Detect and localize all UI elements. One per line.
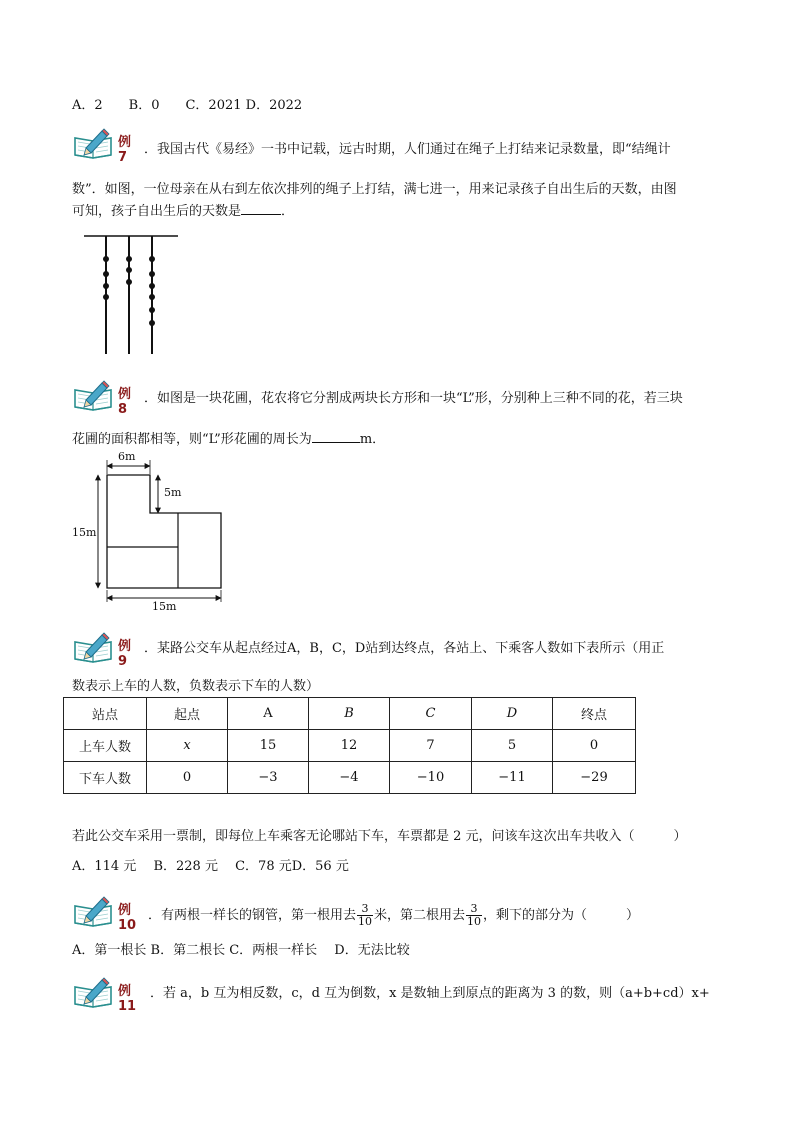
example-10-badge (72, 896, 137, 933)
table-cell: 15 (228, 730, 309, 762)
q7-line-3 (72, 202, 294, 221)
q6-options: A．2 B．0 C．2021 D．2022 (72, 98, 303, 113)
book-pencil-icon (72, 128, 116, 160)
example-7-badge (72, 128, 132, 165)
table-cell: 7 (390, 730, 472, 762)
example-label: 例10 (118, 903, 137, 933)
table-cell: −4 (309, 762, 390, 794)
table-cell: 0 (147, 762, 228, 794)
book-pencil-icon (72, 896, 116, 928)
table-row (64, 762, 636, 794)
table-cell: D (472, 698, 553, 730)
table-cell: −10 (390, 762, 472, 794)
bus-passenger-table (63, 697, 636, 794)
example-9-badge (72, 632, 132, 669)
table-cell: −29 (553, 762, 636, 794)
knotted-ropes-figure (80, 232, 184, 358)
q8-line-2 (72, 430, 385, 449)
q10-text-a: ．有两根一样长的钢管，第一根用去 (148, 908, 357, 923)
table-cell: 下车人数 (64, 762, 147, 794)
fraction-denominator: 10 (467, 915, 482, 928)
q8-line-2-text: 花圃的面积都相等，则“L”形花圃的周长为 (72, 432, 312, 447)
q9-options: A．114 元 B．228 元 C．78 元D．56 元 (72, 859, 349, 874)
dim-label-left: 15m (72, 526, 97, 539)
q8-line-2-end: m． (359, 432, 386, 447)
q9-line-1: ．某路公交车从起点经过A，B，C，D站到达终点，各站上、下乘客人数如下表所示（用正 (144, 641, 665, 656)
example-label: 例 8 (118, 387, 132, 417)
book-pencil-icon (72, 632, 116, 664)
q10-text-c: ，剩下的部分为（ ） (483, 908, 640, 923)
table-cell: 0 (553, 730, 636, 762)
table-cell: 5 (472, 730, 553, 762)
q8-line-1: ．如图是一块花圃，花农将它分割成两块长方形和一块“L”形，分别种上三种不同的花，若三块 (144, 391, 683, 406)
table-cell: 起点 (147, 698, 228, 730)
book-pencil-icon (72, 977, 116, 1009)
example-label: 例 9 (118, 639, 132, 669)
answer-blank (241, 202, 281, 215)
table-cell: B (309, 698, 390, 730)
garden-figure (72, 450, 232, 620)
example-11-badge (72, 977, 137, 1014)
q7-line-1: ．我国古代《易经》一书中记载，远古时期，人们通过在绳子上打结来记录数量，即“结绳计 (144, 142, 671, 157)
book-pencil-icon (72, 380, 116, 412)
q11-line: ．若 a，b 互为相反数，c，d 互为倒数，x 是数轴上到原点的距离为 3 的数，则（a+b+cd）x+ (150, 986, 710, 1001)
table-cell: −11 (472, 762, 553, 794)
q10-text-b: 米，第二根用去 (374, 908, 466, 923)
q10-options: A．第一根长 B．第二根长 C．两根一样长 D．无法比较 (72, 943, 410, 958)
fraction-denominator: 10 (358, 915, 373, 928)
table-cell: x (147, 730, 228, 762)
table-cell: 12 (309, 730, 390, 762)
q9-line-3: 若此公交车采用一票制，即每位上车乘客无论哪站下车，车票都是 2 元，问该车这次出车共收入（ ） (72, 829, 687, 844)
dim-label-bottom: 15m (152, 600, 177, 613)
dim-label-top: 6m (118, 450, 136, 463)
table-cell: C (390, 698, 472, 730)
example-label: 例11 (118, 984, 137, 1014)
example-label: 例 7 (118, 135, 132, 165)
fraction (466, 903, 482, 928)
table-cell: 上车人数 (64, 730, 147, 762)
fraction (357, 903, 373, 928)
q7-line-3-end: ． (281, 204, 295, 219)
table-header-row (64, 698, 636, 730)
fraction-numerator: 3 (466, 903, 482, 916)
q7-line-2: 数”．如图，一位母亲在从右到左依次排列的绳子上打结，满七进一，用来记录孩子自出生后的天数，由图 (72, 182, 677, 197)
table-cell: 终点 (553, 698, 636, 730)
table-row (64, 730, 636, 762)
table-cell: −3 (228, 762, 309, 794)
q10-line (148, 902, 639, 930)
fraction-numerator: 3 (357, 903, 373, 916)
dim-label-notch: 5m (164, 486, 182, 499)
q7-line-3-text: 可知，孩子自出生后的天数是 (72, 204, 242, 219)
answer-blank (312, 430, 360, 443)
table-cell: 站点 (64, 698, 147, 730)
table-cell: A (228, 698, 309, 730)
example-8-badge (72, 380, 132, 417)
q9-line-2: 数表示上车的人数，负数表示下车的人数） (72, 679, 320, 694)
